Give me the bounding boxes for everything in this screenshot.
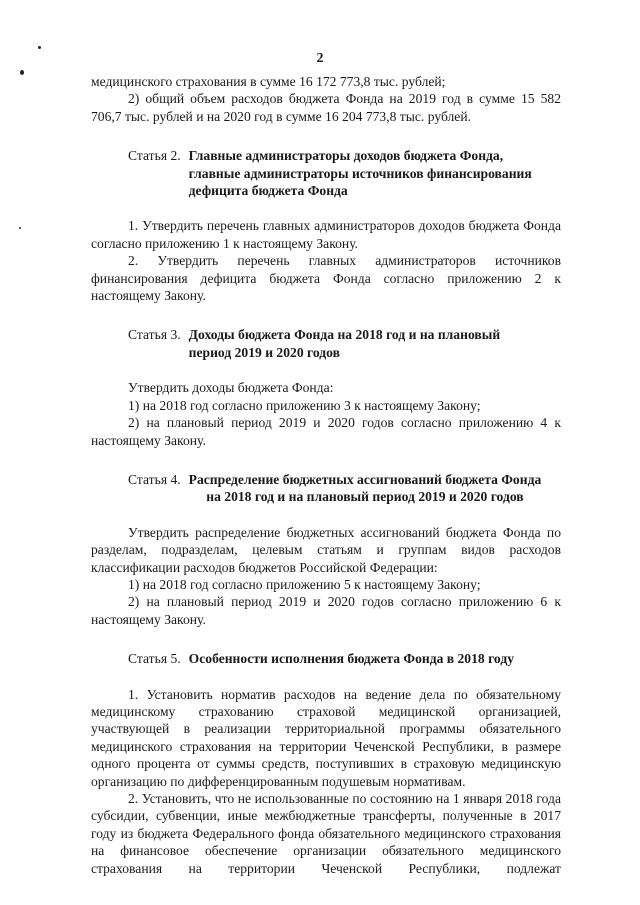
article-paragraph: 2. Утвердить перечень главных администраторов источников финансирования дефицита бюджета Фонда согласно приложению 2 к настоящему Закону.	[91, 253, 561, 304]
document-body	[91, 73, 561, 877]
intro-paragraph: 2) общий объем расходов бюджета Фонда на 2019 год в сумме 15 582 706,7 тыс. рублей и на 2020 год в сумме 16 204 773,8 тыс. рублей.	[91, 91, 561, 124]
article-title	[189, 147, 532, 199]
scan-speck	[38, 46, 41, 49]
article-list-item: 1) на 2018 год согласно приложению 3 к настоящему Закону;	[128, 397, 481, 413]
article-number: Статья 3.	[128, 327, 181, 343]
article-5-heading	[91, 650, 561, 667]
article-title-line: Доходы бюджета Фонда на 2018 год и на плановый	[188, 327, 501, 343]
article-title-line: на 2018 год и на плановый период 2019 и 2020 годов	[206, 489, 524, 505]
page-number: 2	[316, 51, 324, 66]
article-paragraph: 2. Установить, что не использованные по состоянию на 1 января 2018 года субсидии, субвенции, иные межбюджетные трансферты, полученные в 2017 году из бюджета Федерального фонда обязательного медицинского страхования на финансовое обеспечение организации обязательного медицинского страхования на территории Чеченской Республики, подлежат	[91, 791, 561, 876]
article-list-item: 1) на 2018 год согласно приложению 5 к настоящему Закону;	[128, 576, 481, 592]
article-paragraph: Утвердить доходы бюджета Фонда:	[128, 380, 334, 396]
article-title-line: Особенности исполнения бюджета Фонда в 2018 году	[188, 651, 515, 667]
article-title-line: дефицита бюджета Фонда	[188, 183, 348, 199]
article-number: Статья 2.	[128, 148, 181, 164]
scan-speck	[19, 227, 21, 229]
article-paragraph: 1. Утвердить перечень главных администраторов доходов бюджета Фонда согласно приложению 1 к настоящему Закону.	[91, 218, 561, 251]
scan-speck	[20, 70, 24, 75]
article-title	[189, 471, 542, 506]
article-title	[189, 326, 501, 361]
intro-line: медицинского страхования в сумме 16 172 773,8 тыс. рублей;	[91, 74, 446, 89]
article-title-line: Главные администраторы доходов бюджета Фонда,	[188, 148, 504, 164]
article-number: Статья 5.	[128, 651, 181, 667]
article-paragraph: 1. Установить норматив расходов на ведение дела по обязательному медицинскому страхованию страховой медицинской организацией, участвующей в реализации территориальной программы обязательного медицинского страхования на территории Чеченской Республики, в размере одного процента от суммы средств, поступивших в страховую медицинскую организацию по дифференцированным подушевым нормативам.	[91, 686, 561, 789]
article-title-line: Распределение бюджетных ассигнований бюджета Фонда	[188, 471, 542, 487]
article-list-item: 2) на плановый период 2019 и 2020 годов согласно приложению 6 к настоящему Закону.	[91, 594, 561, 627]
article-number: Статья 4.	[128, 471, 181, 487]
article-title-line: период 2019 и 2020 годов	[188, 344, 340, 360]
article-title-line: главные администраторы источников финансирования	[188, 165, 532, 181]
article-list-item: 2) на плановый период 2019 и 2020 годов согласно приложению 4 к настоящему Закону.	[91, 415, 561, 448]
article-3-heading	[91, 326, 561, 361]
article-paragraph: Утвердить распределение бюджетных ассигнований бюджета Фонда по разделам, подразделам, целевым статьям и группам видов расходов классификации расходов бюджетов Российской Федерации:	[91, 524, 561, 575]
article-4-heading	[91, 471, 561, 506]
article-title	[189, 650, 514, 667]
article-2-heading	[91, 147, 561, 199]
